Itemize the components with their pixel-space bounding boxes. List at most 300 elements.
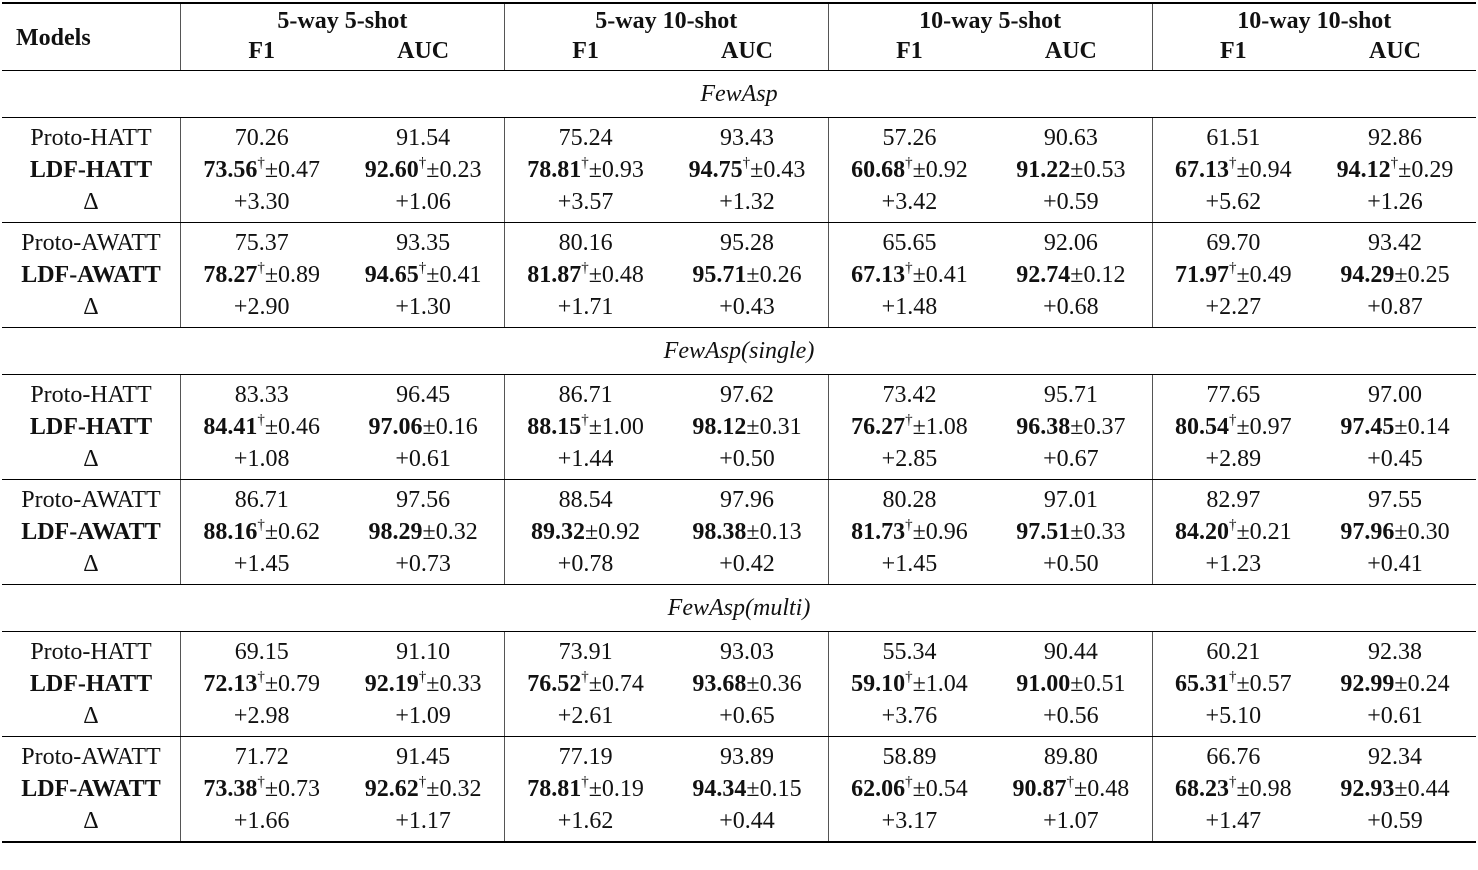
significance-dagger: † [1228,260,1237,276]
baseline-value: 75.37 [180,223,342,260]
delta-value: +1.62 [504,805,666,842]
plus-minus: ± [588,414,602,440]
mean-value: 67.13 [851,262,906,288]
delta-value: +2.90 [180,291,342,328]
significance-dagger: † [257,260,265,276]
mean-value: 94.65 [364,262,419,288]
std-value: 0.30 [1407,519,1450,545]
delta-value: +0.43 [666,291,828,328]
ldf-value [342,516,504,548]
delta-value: +0.65 [666,700,828,737]
std-value: 0.73 [278,776,321,802]
mean-value: 78.27 [203,262,258,288]
baseline-value: 61.51 [1152,118,1314,155]
std-value: 0.93 [601,157,644,183]
baseline-value: 77.65 [1152,375,1314,412]
delta-value: +1.32 [666,186,828,223]
std-value: 0.31 [759,414,802,440]
baseline-value: 97.62 [720,382,774,408]
delta-value: +0.68 [990,291,1152,328]
mean-value: 71.97 [1174,262,1229,288]
delta-value: +0.78 [504,548,666,585]
baseline-value: 75.24 [504,118,666,155]
delta-value: +2.85 [828,443,990,480]
significance-dagger: † [418,669,427,685]
std-value: 1.04 [925,671,968,697]
significance-dagger: † [418,260,427,276]
mean-value: 91.22 [1016,157,1071,183]
mean-value: 92.19 [364,671,419,697]
baseline-value: 93.89 [720,744,774,770]
significance-dagger: † [742,155,751,171]
std-value: 0.26 [759,262,802,288]
ldf-value [180,516,342,548]
baseline-value: 57.26 [828,118,990,155]
std-value: 0.53 [1083,157,1126,183]
ldf-value [828,516,990,548]
delta-value: +0.61 [342,443,504,480]
ldf-value [504,411,666,443]
mean-value: 81.73 [851,519,906,545]
plus-minus: ± [750,157,764,183]
mean-value: 73.56 [203,157,258,183]
baseline-value: 97.56 [396,487,451,513]
delta-value: +1.45 [828,548,990,585]
delta-label: Δ [2,700,180,737]
ldf-value [828,773,990,805]
delta-value: +3.57 [504,186,666,223]
metric-header: AUC [990,36,1152,71]
significance-dagger: † [581,412,589,428]
mean-value: 76.52 [527,671,582,697]
mean-value: 60.68 [851,157,906,183]
delta-value: +1.09 [342,700,504,737]
table-row [2,548,1476,585]
baseline-value: 93.35 [396,230,451,256]
std-value: 1.08 [925,414,968,440]
delta-label: Δ [2,186,180,223]
ldf-value [666,516,828,548]
ldf-value [1152,411,1314,443]
mean-value: 93.68 [692,671,747,697]
results-table [2,2,1476,843]
significance-dagger: † [581,155,589,171]
plus-minus: ± [588,776,602,802]
mean-value: 90.87 [1012,776,1067,802]
delta-value: +5.10 [1152,700,1314,737]
mean-value: 97.06 [368,414,423,440]
ldf-value [990,773,1152,805]
table-row [2,516,1476,548]
baseline-value: 91.54 [396,125,451,151]
table-row [2,186,1476,223]
plus-minus: ± [1070,262,1084,288]
std-value: 0.46 [278,414,321,440]
plus-minus: ± [588,262,602,288]
mean-value: 95.71 [692,262,747,288]
mean-value: 84.41 [203,414,258,440]
plus-minus: ± [912,157,926,183]
baseline-value: 82.97 [1152,480,1314,517]
mean-value: 97.45 [1340,414,1395,440]
plus-minus: ± [1394,414,1408,440]
std-value: 0.49 [1249,262,1292,288]
significance-dagger: † [418,774,427,790]
significance-dagger: † [1390,155,1399,171]
significance-dagger: † [257,669,265,685]
mean-value: 72.13 [203,671,258,697]
ldf-value [666,411,828,443]
plus-minus: ± [264,671,279,697]
baseline-value: 77.19 [504,737,666,774]
baseline-value: 80.28 [828,480,990,517]
model-name: Proto-AWATT [21,230,161,256]
mean-value: 92.62 [364,776,419,802]
ldf-value [342,411,504,443]
baseline-value: 92.06 [1043,230,1098,256]
significance-dagger: † [257,774,265,790]
std-value: 0.25 [1407,262,1450,288]
baseline-value: 71.72 [180,737,342,774]
delta-value: +2.89 [1152,443,1314,480]
std-value: 0.51 [1083,671,1126,697]
ldf-value [504,773,666,805]
plus-minus: ± [746,671,760,697]
plus-minus: ± [264,157,279,183]
std-value: 0.57 [1249,671,1292,697]
ldf-value [828,259,990,291]
table-row [2,411,1476,443]
std-value: 0.32 [439,776,482,802]
baseline-value: 83.33 [180,375,342,412]
significance-dagger: † [905,774,913,790]
delta-label: Δ [2,443,180,480]
delta-value: +0.73 [342,548,504,585]
std-value: 0.21 [1249,519,1292,545]
ldf-value [342,154,504,186]
table-row [2,632,1476,669]
baseline-value: 88.54 [504,480,666,517]
plus-minus: ± [912,671,926,697]
mean-value: 78.81 [527,157,582,183]
ldf-value [1314,668,1476,700]
mean-value: 89.32 [530,519,585,545]
mean-value: 80.54 [1174,414,1229,440]
ldf-value [1314,411,1476,443]
delta-value: +1.17 [342,805,504,842]
baseline-value: 89.80 [1043,744,1098,770]
plus-minus: ± [426,262,440,288]
ldf-value [1314,516,1476,548]
plus-minus: ± [264,519,279,545]
ldf-value [990,154,1152,186]
significance-dagger: † [418,155,427,171]
std-value: 0.74 [601,671,644,697]
baseline-value: 69.15 [180,632,342,669]
baseline-value: 86.71 [504,375,666,412]
metric-header: AUC [342,36,504,71]
delta-value: +1.66 [180,805,342,842]
mean-value: 94.75 [688,157,743,183]
std-value: 0.13 [759,519,802,545]
ldf-value [342,259,504,291]
std-value: 0.37 [1083,414,1126,440]
ldf-value [1314,154,1476,186]
ldf-value [666,668,828,700]
delta-label: Δ [2,548,180,585]
std-value: 0.16 [435,414,478,440]
std-value: 0.44 [1407,776,1450,802]
std-value: 0.19 [601,776,644,802]
mean-value: 88.16 [203,519,258,545]
std-value: 0.41 [439,262,482,288]
table-body [2,71,1476,843]
ldf-value [342,773,504,805]
model-name [2,154,180,186]
delta-value: +5.62 [1152,186,1314,223]
significance-dagger: † [905,155,913,171]
baseline-value: 55.34 [828,632,990,669]
mean-value: 67.13 [1174,157,1229,183]
baseline-value: 90.63 [1043,125,1098,151]
group-header: 5-way 10-shot [504,3,828,36]
delta-label: Δ [2,805,180,842]
plus-minus: ± [912,414,926,440]
std-value: 0.79 [278,671,321,697]
plus-minus: ± [1394,262,1408,288]
section-title: FewAsp(multi) [2,585,1476,632]
mean-value: 97.51 [1016,519,1071,545]
delta-value: +0.45 [1314,443,1476,480]
mean-value: 76.27 [851,414,906,440]
plus-minus: ± [1394,519,1408,545]
plus-minus: ± [264,414,279,440]
significance-dagger: † [905,517,913,533]
delta-value: +1.30 [342,291,504,328]
baseline-value: 96.45 [396,382,451,408]
mean-value: 96.38 [1016,414,1071,440]
std-value: 0.32 [435,519,478,545]
ldf-value [1152,668,1314,700]
mean-value: 91.00 [1016,671,1071,697]
std-value: 0.33 [1083,519,1126,545]
delta-value: +0.67 [990,443,1152,480]
plus-minus: ± [422,519,436,545]
plus-minus: ± [1070,519,1084,545]
model-name [2,668,180,700]
ldf-value [828,411,990,443]
delta-value: +0.56 [990,700,1152,737]
plus-minus: ± [1070,157,1084,183]
plus-minus: ± [1070,671,1084,697]
std-value: 0.12 [1083,262,1126,288]
model-name-bold: LDF-AWATT [21,776,161,802]
std-value: 0.54 [925,776,968,802]
ldf-value [828,154,990,186]
significance-dagger: † [1228,517,1237,533]
mean-value: 59.10 [851,671,906,697]
mean-value: 97.96 [1340,519,1395,545]
mean-value: 98.38 [692,519,747,545]
baseline-value: 97.55 [1368,487,1423,513]
delta-value: +0.59 [1314,805,1476,842]
std-value: 0.29 [1411,157,1454,183]
plus-minus: ± [1236,157,1250,183]
delta-value: +1.08 [180,443,342,480]
ldf-value [504,516,666,548]
model-name-bold: LDF-HATT [29,157,153,183]
ldf-value [828,668,990,700]
std-value: 0.92 [598,519,641,545]
table-row [2,118,1476,155]
ldf-value [666,259,828,291]
ldf-value [180,668,342,700]
std-value: 0.48 [601,262,644,288]
plus-minus: ± [1236,414,1250,440]
delta-value: +3.30 [180,186,342,223]
delta-value: +1.45 [180,548,342,585]
section-title: FewAsp [2,71,1476,118]
ldf-value [1152,773,1314,805]
metric-header: AUC [1314,36,1476,71]
delta-value: +1.06 [342,186,504,223]
plus-minus: ± [1074,776,1088,802]
table-row [2,223,1476,260]
model-name [2,773,180,805]
baseline-value: 91.10 [396,639,451,665]
baseline-value: 97.01 [1043,487,1098,513]
baseline-value: 97.96 [720,487,774,513]
ldf-value [342,668,504,700]
model-name [2,259,180,291]
baseline-value: 97.00 [1368,382,1423,408]
group-header: 10-way 5-shot [828,3,1152,36]
model-name: Proto-HATT [30,639,152,665]
ldf-value [504,154,666,186]
plus-minus: ± [426,157,440,183]
std-value: 0.48 [1087,776,1130,802]
table-row [2,443,1476,480]
models-header: Models [2,3,180,71]
std-value: 0.23 [439,157,482,183]
ldf-value [1152,259,1314,291]
baseline-value: 70.26 [180,118,342,155]
delta-value: +0.41 [1314,548,1476,585]
delta-value: +3.76 [828,700,990,737]
significance-dagger: † [581,774,589,790]
delta-value: +1.71 [504,291,666,328]
plus-minus: ± [746,262,760,288]
plus-minus: ± [912,776,926,802]
ldf-value [1314,773,1476,805]
table-row [2,375,1476,412]
plus-minus: ± [746,519,760,545]
std-value: 0.47 [278,157,321,183]
delta-value: +1.07 [990,805,1152,842]
significance-dagger: † [905,412,913,428]
plus-minus: ± [912,519,926,545]
ldf-value [990,411,1152,443]
ldf-value [666,773,828,805]
mean-value: 81.87 [527,262,582,288]
delta-value: +1.23 [1152,548,1314,585]
model-name: Proto-HATT [30,382,152,408]
mean-value: 94.29 [1340,262,1395,288]
mean-value: 94.34 [692,776,747,802]
plus-minus: ± [746,776,760,802]
ldf-value [1314,259,1476,291]
mean-value: 62.06 [851,776,906,802]
ldf-value [1152,516,1314,548]
mean-value: 78.81 [527,776,582,802]
std-value: 0.94 [1249,157,1292,183]
plus-minus: ± [1394,776,1408,802]
std-value: 0.15 [759,776,802,802]
model-name: Proto-HATT [30,125,152,151]
baseline-value: 58.89 [828,737,990,774]
delta-label: Δ [2,291,180,328]
baseline-value: 92.86 [1368,125,1423,151]
mean-value: 88.15 [527,414,582,440]
mean-value: 92.99 [1340,671,1395,697]
ldf-value [180,154,342,186]
significance-dagger: † [905,260,913,276]
table-row [2,154,1476,186]
metric-header: F1 [828,36,990,71]
delta-value: +0.42 [666,548,828,585]
plus-minus: ± [1236,519,1250,545]
model-name [2,516,180,548]
baseline-value: 95.71 [1043,382,1098,408]
baseline-value: 86.71 [180,480,342,517]
ldf-value [990,516,1152,548]
ldf-value [180,411,342,443]
model-name-bold: LDF-HATT [29,671,153,697]
mean-value: 84.20 [1174,519,1229,545]
delta-value: +0.44 [666,805,828,842]
std-value: 0.96 [925,519,968,545]
baseline-value: 65.65 [828,223,990,260]
ldf-value [504,668,666,700]
table-row [2,291,1476,328]
section-row [2,328,1476,375]
significance-dagger: † [581,260,589,276]
model-name: Proto-AWATT [21,744,161,770]
plus-minus: ± [912,262,926,288]
significance-dagger: † [1228,774,1237,790]
plus-minus: ± [1236,262,1250,288]
delta-value: +2.61 [504,700,666,737]
ldf-value [504,259,666,291]
table-row [2,668,1476,700]
mean-value: 98.29 [368,519,423,545]
mean-value: 92.74 [1016,262,1071,288]
mean-value: 68.23 [1174,776,1229,802]
plus-minus: ± [1236,671,1250,697]
baseline-value: 92.38 [1368,639,1423,665]
baseline-value: 69.70 [1152,223,1314,260]
std-value: 0.14 [1407,414,1450,440]
significance-dagger: † [257,517,265,533]
section-row [2,71,1476,118]
delta-value: +1.47 [1152,805,1314,842]
ldf-value [1152,154,1314,186]
ldf-value [180,773,342,805]
baseline-value: 93.43 [720,125,774,151]
std-value: 0.92 [925,157,968,183]
significance-dagger: † [581,669,589,685]
table-row [2,773,1476,805]
